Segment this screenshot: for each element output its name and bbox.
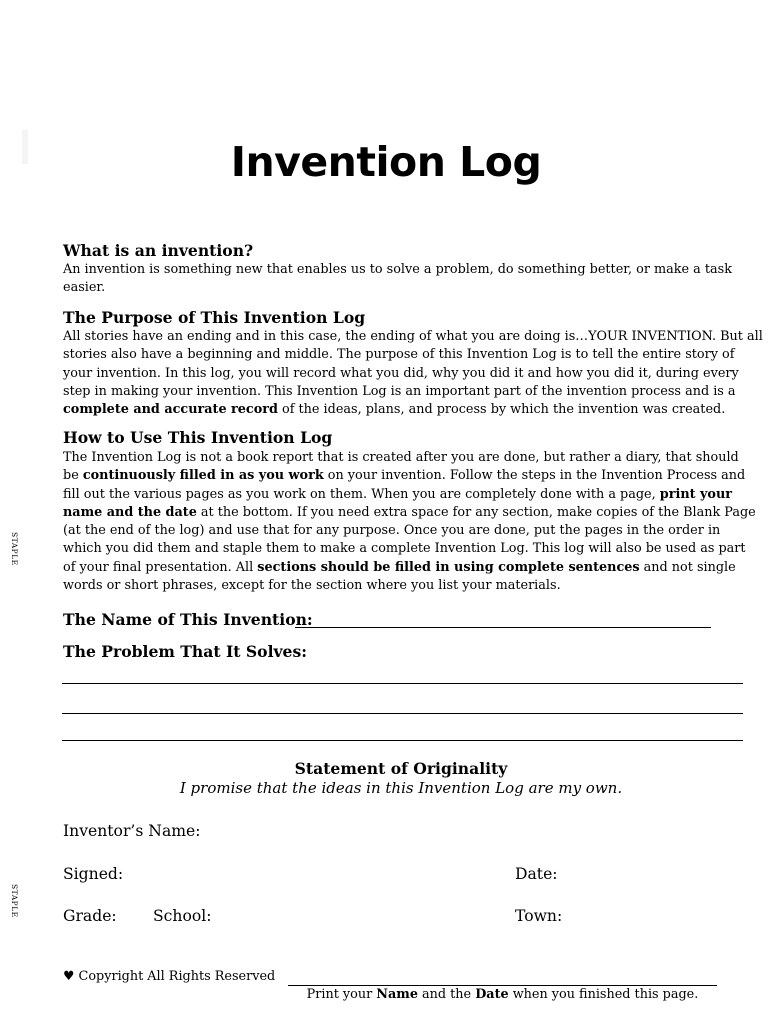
text-span: on your invention. Follow the steps in the Invention Process and: [323, 468, 746, 484]
bold-phrase: Name: [376, 987, 418, 1002]
bold-phrase: print your: [659, 486, 733, 502]
school-label: School:: [153, 907, 212, 925]
print-instruction: [288, 987, 717, 1002]
signature-date-line[interactable]: [288, 985, 717, 986]
page-title: Invention Log: [230, 138, 542, 186]
text-line: All stories have an ending and in this case, the ending of what you are doing is…YOUR INVENTION. But all: [63, 329, 763, 344]
text-line: [63, 559, 756, 577]
howto-text: [63, 449, 756, 595]
grade-label: Grade:: [63, 907, 117, 925]
signed-label: Signed:: [63, 865, 124, 883]
text-span: of the ideas, plans, and process by which the invention was created.: [277, 402, 726, 418]
text-span: Print your: [306, 987, 377, 1002]
text-line: [63, 401, 763, 419]
text-line: your invention. In this log, you will record what you did, why you did it and how you did it, during every: [63, 365, 739, 381]
what-heading: What is an invention?: [63, 241, 254, 260]
text-line: (at the end of the log) and use that for any purpose. Once you are done, put the pages in the order in: [63, 523, 721, 539]
invention-name-label: The Name of This Invention:: [63, 610, 313, 629]
staple-label-top: STAPLE: [10, 532, 19, 566]
what-text: [63, 261, 732, 298]
text-line: stories also have a beginning and middle. The purpose of this Invention Log is to tell the entire story of: [63, 347, 735, 363]
problem-label: The Problem That It Solves:: [63, 642, 308, 661]
text-span: of your final presentation. All: [63, 559, 258, 575]
text-line: words or short phrases, except for the section where you list your materials.: [63, 578, 561, 594]
problem-line-3[interactable]: [62, 740, 743, 741]
originality-promise: I promise that the ideas in this Invention Log are my own.: [179, 779, 623, 797]
problem-line-2[interactable]: [62, 713, 743, 714]
date-label: Date:: [515, 865, 558, 883]
originality-heading: Statement of Originality: [294, 759, 508, 778]
text-line: which you did them and staple them to make a complete Invention Log. This log will also be used as part: [63, 541, 746, 557]
town-label: Town:: [515, 907, 563, 925]
text-line: [63, 504, 756, 522]
purpose-heading: The Purpose of This Invention Log: [63, 308, 366, 327]
text-line: [63, 486, 756, 504]
text-line: step in making your invention. This Invention Log is an important part of the invention process and is a: [63, 383, 736, 399]
text-span: and the: [417, 987, 476, 1002]
howto-heading: How to Use This Invention Log: [63, 428, 333, 447]
text-span: be: [63, 468, 83, 484]
purpose-text: [63, 328, 763, 419]
text-line: The Invention Log is not a book report that is created after you are done, but rather a diary, that should: [63, 450, 739, 465]
inventor-name-label: Inventor’s Name:: [63, 822, 201, 840]
bold-phrase: continuously filled in as you work: [82, 468, 324, 484]
text-span: at the bottom. If you need extra space for any section, make copies of the Blank Page: [196, 504, 756, 520]
copyright-notice: ♥ Copyright All Rights Reserved: [63, 969, 276, 984]
staple-label-bottom: STAPLE: [10, 884, 19, 918]
invention-name-line[interactable]: [295, 627, 711, 628]
bold-phrase: Date: [475, 987, 509, 1002]
text-line: easier.: [63, 280, 106, 296]
text-line: An invention is something new that enables us to solve a problem, do something better, or make a task: [63, 262, 732, 277]
text-span: and not single: [639, 559, 736, 575]
text-line: [63, 467, 756, 485]
text-span: fill out the various pages as you work on them. When you are completely done with a page,: [63, 486, 660, 502]
bold-phrase: sections should be filled in using complete sentences: [257, 559, 640, 575]
text-span: when you finished this page.: [508, 987, 699, 1002]
problem-line-1[interactable]: [62, 683, 743, 684]
bold-phrase: name and the date: [63, 504, 197, 520]
bold-phrase: complete and accurate record: [63, 402, 278, 418]
